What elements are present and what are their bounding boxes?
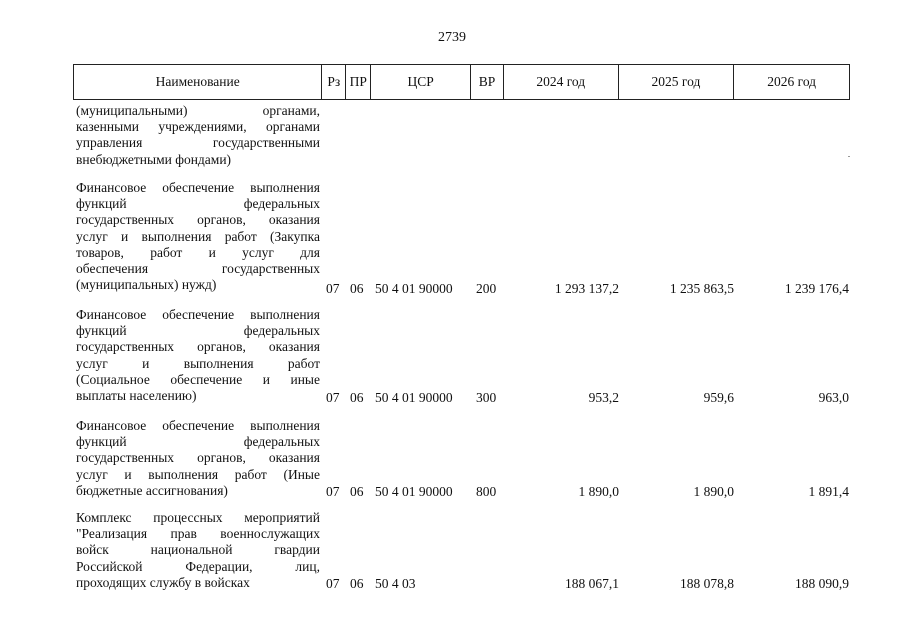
- header-2026: 2026 год: [767, 74, 817, 89]
- row-cells: [0, 484, 904, 501]
- cell-pr: 06: [350, 484, 364, 499]
- name-line: войск национальной гвардии: [76, 542, 320, 558]
- name-line: внебюджетными фондами): [76, 151, 232, 167]
- name-line: товаров, работ и услуг для: [76, 244, 320, 260]
- name-line: Финансовое обеспечение выполнения: [76, 418, 320, 433]
- table-row: [0, 307, 904, 407]
- name-line: государственных органов, оказания: [76, 339, 320, 355]
- table-row: [0, 180, 904, 298]
- row-cells: [0, 390, 904, 407]
- cell-2025: 959,6: [703, 390, 734, 405]
- cell-csr: 50 4 01 90000: [375, 390, 453, 405]
- name-line: выплаты населению): [76, 388, 197, 404]
- name-line: Финансовое обеспечение выполнения: [76, 180, 320, 195]
- name-line: проходящих службу в войсках: [76, 574, 250, 590]
- name-line: Финансовое обеспечение выполнения: [76, 307, 320, 322]
- cell-rz: 07: [326, 576, 340, 591]
- header-pr: ПР: [346, 65, 371, 99]
- name-line: государственных органов, оказания: [76, 450, 320, 466]
- table-row: [0, 103, 904, 169]
- header-vr: ВР: [471, 65, 504, 99]
- name-line: казенными учреждениями, органами: [76, 119, 320, 135]
- name-line: (муниципальных) нужд): [76, 277, 217, 293]
- name-line: (Социальное обеспечение и иные: [76, 371, 320, 387]
- row-cells: [0, 281, 904, 298]
- name-line: обеспечения государственных: [76, 261, 320, 277]
- cell-rz: 07: [326, 484, 340, 499]
- cell-csr: 50 4 03: [375, 576, 416, 591]
- cell-pr: 06: [350, 576, 364, 591]
- row-cells: [0, 576, 904, 593]
- cell-2025: 1 890,0: [693, 484, 734, 499]
- row-name: [76, 103, 320, 168]
- header-csr: ЦСР: [371, 65, 471, 99]
- row-name: [76, 180, 320, 293]
- cell-2026: 188 090,9: [795, 576, 849, 591]
- cell-2024: 1 293 137,2: [554, 281, 619, 296]
- cell-csr: 50 4 01 90000: [375, 281, 453, 296]
- cell-vr: 300: [476, 390, 497, 405]
- name-line: бюджетные ассигнования): [76, 482, 228, 498]
- name-line: функций федеральных: [76, 434, 320, 450]
- table-row: [0, 510, 904, 593]
- cell-vr: 800: [476, 484, 497, 499]
- name-line: "Реализация прав военнослужащих: [76, 526, 320, 542]
- name-line: управления государственными: [76, 135, 320, 151]
- cell-csr: 50 4 01 90000: [375, 484, 453, 499]
- header-2025: 2025 год: [619, 65, 735, 99]
- name-line: услуг и выполнения работ: [76, 355, 320, 371]
- cell-2024: 188 067,1: [565, 576, 619, 591]
- cell-2025: 1 235 863,5: [669, 281, 734, 296]
- name-line: услуг и выполнения работ (Иные: [76, 466, 320, 482]
- header-2024: 2024 год: [504, 65, 619, 99]
- name-line: государственных органов, оказания: [76, 212, 320, 228]
- cell-2025: 188 078,8: [680, 576, 734, 591]
- cell-2024: 1 890,0: [578, 484, 619, 499]
- table-row: [0, 418, 904, 501]
- cell-2026: 1 891,4: [808, 484, 849, 499]
- cell-pr: 06: [350, 281, 364, 296]
- cell-vr: 200: [476, 281, 497, 296]
- cell-2026: 1 239 176,4: [784, 281, 849, 296]
- name-line: функций федеральных: [76, 196, 320, 212]
- table-header: [73, 64, 850, 100]
- name-line: функций федеральных: [76, 323, 320, 339]
- name-line: (муниципальными) органами,: [76, 103, 320, 118]
- cell-2024: 953,2: [588, 390, 619, 405]
- page-number: 2739: [438, 30, 466, 45]
- name-line: Комплекс процессных мероприятий: [76, 510, 320, 525]
- scan-speck: [848, 156, 850, 157]
- name-line: Российской Федерации, лиц,: [76, 558, 320, 574]
- cell-pr: 06: [350, 390, 364, 405]
- cell-rz: 07: [326, 390, 340, 405]
- header-rz: Рз: [322, 65, 346, 99]
- cell-2026: 963,0: [818, 390, 849, 405]
- cell-rz: 07: [326, 281, 340, 296]
- header-name: Наименование: [74, 65, 322, 99]
- name-line: услуг и выполнения работ (Закупка: [76, 228, 320, 244]
